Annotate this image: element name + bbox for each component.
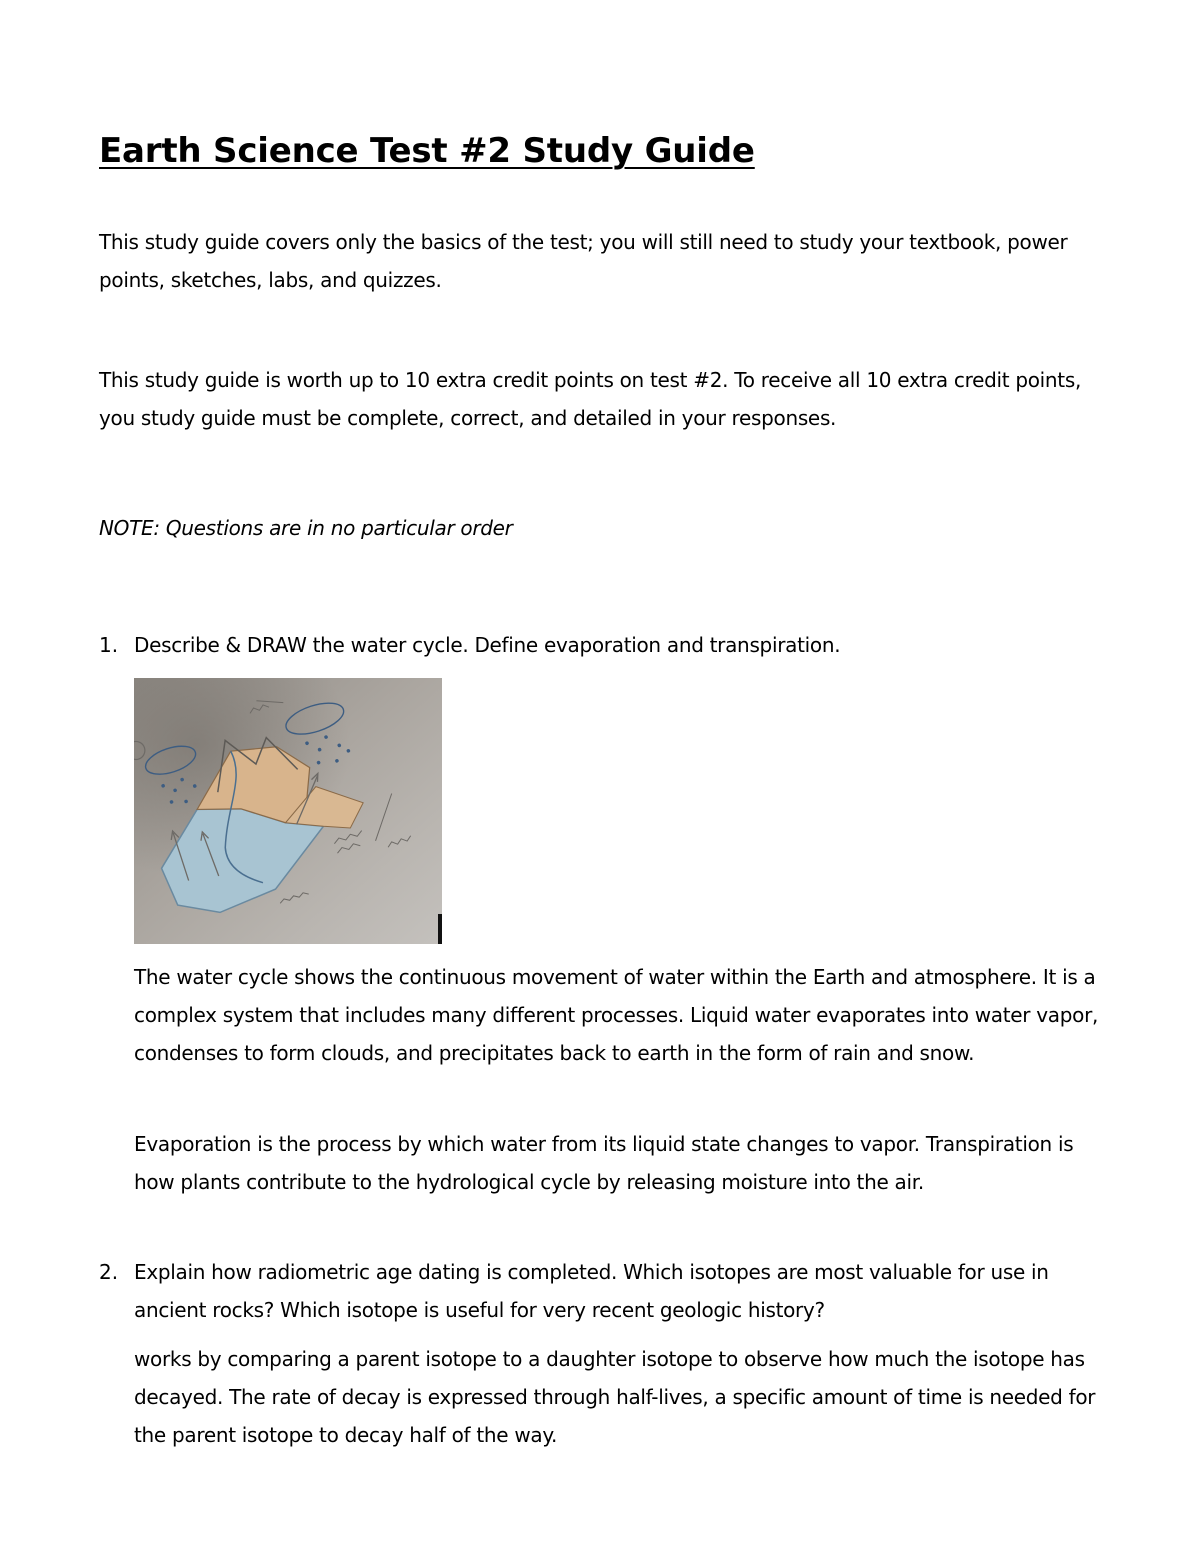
water-cycle-sketch-photo — [134, 678, 442, 944]
note-paragraph: NOTE: Questions are in no particular order — [99, 516, 513, 540]
question-1-answer-water-cycle: The water cycle shows the continuous movement of water within the Earth and atmosphere. It is a complex system that includes many different processes. Liquid water evaporates into water vapor, condenses to form clouds, and precipitates back to earth in the form of rain and snow. — [134, 965, 1099, 1065]
question-2-answer: works by comparing a parent isotope to a daughter isotope to observe how much the isotope has decayed. The rate of decay is expressed through half-lives, a specific amount of time is needed for the parent isotope to decay half of the way. — [134, 1347, 1096, 1447]
question-2-number: 2. — [99, 1260, 119, 1284]
question-2-text: Explain how radiometric age dating is completed. Which isotopes are most valuable for use in ancient rocks? Which isotope is useful for very recent geologic history? — [134, 1260, 1049, 1322]
extra-credit-paragraph: This study guide is worth up to 10 extra credit points on test #2. To receive all 10 extra credit points, you study guide must be complete, correct, and detailed in your responses. — [99, 368, 1082, 430]
intro-paragraph: This study guide covers only the basics of the test; you will still need to study your textbook, power points, sketches, labs, and quizzes. — [99, 230, 1068, 292]
question-1-number: 1. — [99, 633, 119, 657]
page-title: Earth Science Test #2 Study Guide — [99, 131, 755, 171]
question-1-answer-definitions: Evaporation is the process by which water from its liquid state changes to vapor. Transpiration is how plants contribute to the hydrological cycle by releasing moisture into the air. — [134, 1132, 1074, 1194]
question-1-text: Describe & DRAW the water cycle. Define evaporation and transpiration. — [134, 633, 841, 657]
